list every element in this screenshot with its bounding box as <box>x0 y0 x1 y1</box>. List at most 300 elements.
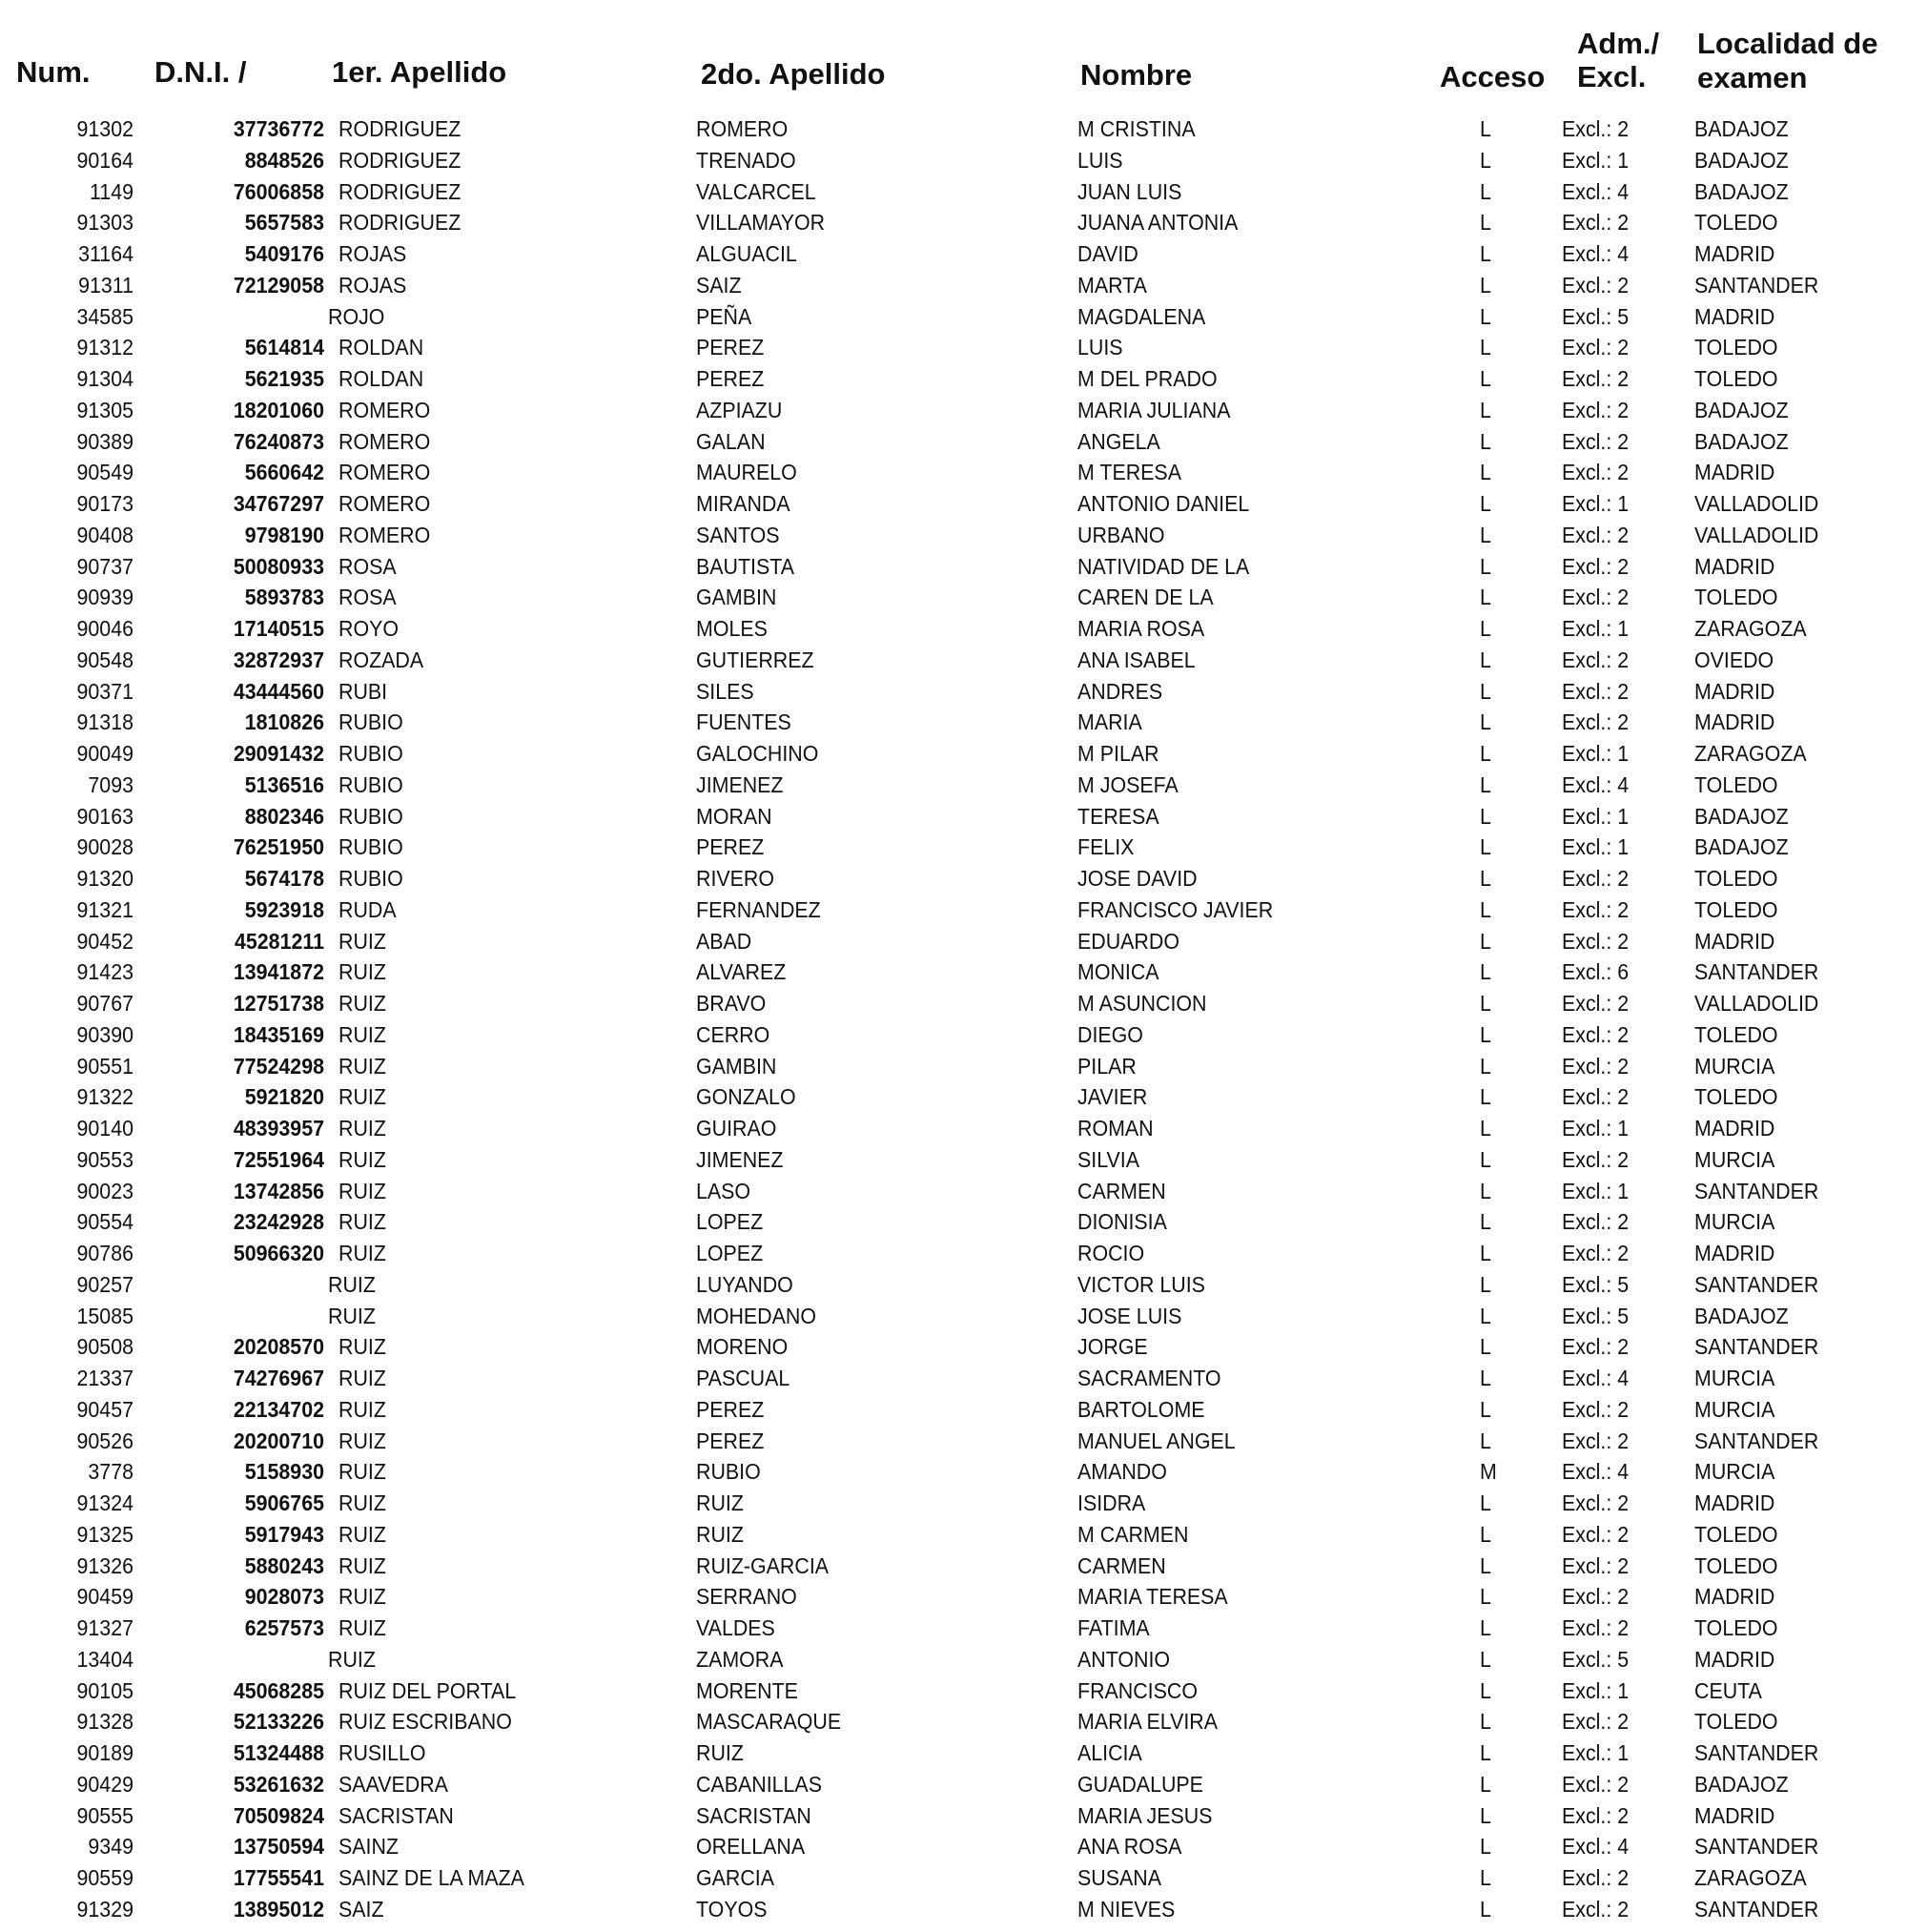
row-apellido1: RUIZ <box>338 991 386 1016</box>
row-adm-excl: Excl.: 2 <box>1562 678 1630 704</box>
row-apellido1: SAIZ <box>338 1896 384 1922</box>
table-row <box>0 707 1907 737</box>
row-acceso: L <box>1480 1366 1491 1390</box>
row-nombre: URBANO <box>1077 522 1165 547</box>
table-row <box>0 270 1907 300</box>
row-localidad: VALLADOLID <box>1694 491 1819 516</box>
table-row <box>0 613 1907 644</box>
row-adm-excl: Excl.: 2 <box>1562 116 1630 141</box>
row-localidad: SANTANDER <box>1694 272 1819 298</box>
row-apellido1: SACRISTAN <box>338 1802 454 1828</box>
row-apellido1: ROZADA <box>338 647 424 672</box>
row-adm-excl: Excl.: 2 <box>1562 428 1630 454</box>
row-acceso: L <box>1480 116 1491 141</box>
row-nombre: M NIEVES <box>1077 1896 1176 1922</box>
row-num: 91329 <box>76 1896 133 1922</box>
row-acceso: L <box>1480 1584 1491 1610</box>
row-num: 90737 <box>76 553 133 579</box>
row-localidad: TOLEDO <box>1694 1615 1778 1640</box>
row-apellido2: MORAN <box>696 803 772 829</box>
row-dni: 23242928 <box>233 1209 324 1235</box>
row-dni: 48393957 <box>233 1116 324 1141</box>
table-row <box>0 395 1907 425</box>
row-dni: 72129058 <box>233 272 324 298</box>
row-num: 90023 <box>76 1178 133 1203</box>
row-adm-excl: Excl.: 4 <box>1562 771 1630 797</box>
row-apellido2: SAIZ <box>696 272 742 298</box>
row-dni: 8848526 <box>244 147 324 173</box>
table-row <box>0 1488 1907 1518</box>
row-dni: 20200710 <box>233 1428 324 1453</box>
row-localidad: BADAJOZ <box>1694 1771 1789 1797</box>
table-row <box>0 582 1907 612</box>
table-row <box>0 1456 1907 1487</box>
row-adm-excl: Excl.: 2 <box>1562 866 1630 891</box>
row-acceso: L <box>1480 1709 1491 1735</box>
table-row <box>0 301 1907 332</box>
row-apellido2: MASCARAQUE <box>696 1709 842 1735</box>
row-nombre: NATIVIDAD DE LA <box>1077 553 1250 579</box>
row-localidad: VALLADOLID <box>1694 522 1819 547</box>
row-nombre: ANTONIO <box>1077 1646 1171 1672</box>
row-apellido2: PASCUAL <box>696 1366 790 1390</box>
row-nombre: PILAR <box>1077 1053 1137 1079</box>
row-acceso: L <box>1480 1303 1491 1328</box>
row-num: 91328 <box>76 1709 133 1735</box>
row-num: 3778 <box>88 1459 133 1485</box>
row-dni: 5621935 <box>244 366 324 391</box>
row-adm-excl: Excl.: 1 <box>1562 803 1630 829</box>
row-apellido2: JIMENEZ <box>696 771 784 797</box>
row-apellido1: RUIZ <box>338 1521 386 1547</box>
row-adm-excl: Excl.: 2 <box>1562 1146 1630 1172</box>
table-row <box>0 1706 1907 1737</box>
row-num: 90554 <box>76 1209 133 1235</box>
row-acceso: L <box>1480 803 1491 829</box>
row-adm-excl: Excl.: 2 <box>1562 1209 1630 1235</box>
row-acceso: L <box>1480 616 1491 641</box>
row-apellido2: AZPIAZU <box>696 397 783 422</box>
table-row <box>0 1769 1907 1799</box>
row-nombre: ANA ROSA <box>1077 1834 1182 1860</box>
row-apellido1: ROMERO <box>338 397 431 422</box>
row-apellido2: SANTOS <box>696 522 780 547</box>
row-nombre: MARTA <box>1077 272 1147 298</box>
row-adm-excl: Excl.: 4 <box>1562 1834 1630 1860</box>
row-acceso: L <box>1480 1209 1491 1235</box>
row-acceso: L <box>1480 959 1491 985</box>
row-acceso: L <box>1480 709 1491 735</box>
table-row <box>0 645 1907 675</box>
row-apellido2: RUBIO <box>696 1459 761 1485</box>
row-acceso: L <box>1480 1146 1491 1172</box>
row-dni: 77524298 <box>233 1053 324 1079</box>
row-nombre: ANGELA <box>1077 428 1160 454</box>
row-apellido2: LUYANDO <box>696 1271 793 1297</box>
row-dni: 5923918 <box>244 896 324 922</box>
row-apellido2: LOPEZ <box>696 1209 764 1235</box>
row-adm-excl: Excl.: 2 <box>1562 1584 1630 1610</box>
row-apellido2: LOPEZ <box>696 1241 764 1265</box>
row-nombre: MARIA TERESA <box>1077 1584 1228 1610</box>
row-acceso: L <box>1480 1521 1491 1547</box>
row-localidad: SANTANDER <box>1694 1428 1819 1453</box>
row-apellido2: TRENADO <box>696 147 796 173</box>
table-row <box>0 738 1907 769</box>
row-apellido1: RUIZ <box>328 1646 376 1672</box>
row-acceso: L <box>1480 771 1491 797</box>
row-apellido2: FUENTES <box>696 709 791 735</box>
row-apellido1: RUIZ <box>338 1178 386 1203</box>
row-localidad: TOLEDO <box>1694 866 1778 891</box>
row-dni: 5880243 <box>244 1552 324 1578</box>
row-acceso: L <box>1480 303 1491 329</box>
row-localidad: MADRID <box>1694 460 1775 485</box>
row-localidad: TOLEDO <box>1694 896 1778 922</box>
row-apellido1: RUIZ <box>338 1084 386 1110</box>
row-nombre: MARIA ROSA <box>1077 616 1205 641</box>
row-nombre: ISIDRA <box>1077 1490 1146 1515</box>
table-row <box>0 676 1907 707</box>
row-adm-excl: Excl.: 2 <box>1562 709 1630 735</box>
row-adm-excl: Excl.: 2 <box>1562 585 1630 610</box>
row-apellido1: ROMERO <box>338 491 431 516</box>
row-dni: 13941872 <box>233 959 324 985</box>
table-row <box>0 176 1907 207</box>
table-row <box>0 551 1907 582</box>
row-num: 90389 <box>76 428 133 454</box>
row-localidad: TOLEDO <box>1694 210 1778 236</box>
row-localidad: MADRID <box>1694 303 1775 329</box>
row-acceso: L <box>1480 522 1491 547</box>
table-row <box>0 332 1907 362</box>
table-row <box>0 1675 1907 1706</box>
row-acceso: L <box>1480 1646 1491 1672</box>
row-nombre: ANDRES <box>1077 678 1163 704</box>
row-dni: 34767297 <box>233 491 324 516</box>
row-nombre: FELIX <box>1077 834 1135 860</box>
row-num: 90408 <box>76 522 133 547</box>
row-num: 91311 <box>78 272 133 298</box>
row-adm-excl: Excl.: 5 <box>1562 303 1630 329</box>
row-apellido2: MORENO <box>696 1334 789 1360</box>
row-apellido2: BRAVO <box>696 991 767 1016</box>
row-dni: 18201060 <box>233 397 324 422</box>
row-apellido1: ROSA <box>338 553 397 579</box>
row-acceso: L <box>1480 1490 1491 1515</box>
row-localidad: MURCIA <box>1694 1366 1775 1390</box>
row-adm-excl: Excl.: 2 <box>1562 1490 1630 1515</box>
row-localidad: BADAJOZ <box>1694 1303 1789 1328</box>
row-num: 91325 <box>76 1521 133 1547</box>
row-acceso: L <box>1480 428 1491 454</box>
row-apellido2: GUTIERREZ <box>696 647 814 672</box>
row-acceso: L <box>1480 335 1491 360</box>
row-apellido2: FERNANDEZ <box>696 896 821 922</box>
row-num: 7093 <box>88 771 133 797</box>
row-acceso: L <box>1480 1771 1491 1797</box>
row-apellido2: GALOCHINO <box>696 741 819 766</box>
row-apellido1: ROLDAN <box>338 335 424 360</box>
row-adm-excl: Excl.: 2 <box>1562 1771 1630 1797</box>
row-apellido2: RUIZ <box>696 1490 744 1515</box>
row-num: 91320 <box>76 866 133 891</box>
row-nombre: BARTOLOME <box>1077 1396 1205 1422</box>
row-num: 90390 <box>76 1021 133 1047</box>
row-apellido2: MOHEDANO <box>696 1303 816 1328</box>
row-apellido1: ROMERO <box>338 522 431 547</box>
row-localidad: MURCIA <box>1694 1396 1775 1422</box>
row-apellido2: VILLAMAYOR <box>696 210 826 236</box>
row-dni: 45068285 <box>233 1677 324 1703</box>
row-acceso: L <box>1480 1084 1491 1110</box>
row-nombre: SILVIA <box>1077 1146 1139 1172</box>
row-nombre: ROMAN <box>1077 1116 1154 1141</box>
table-row <box>0 488 1907 519</box>
row-localidad: ZARAGOZA <box>1694 741 1807 766</box>
row-num: 90173 <box>76 491 133 516</box>
row-apellido2: ROMERO <box>696 116 789 141</box>
row-apellido1: RUIZ <box>338 1053 386 1079</box>
row-apellido2: RUIZ-GARCIA <box>696 1552 830 1578</box>
row-adm-excl: Excl.: 2 <box>1562 1896 1630 1922</box>
table-row <box>0 1176 1907 1206</box>
row-dni: 8802346 <box>244 803 324 829</box>
row-acceso: L <box>1480 1740 1491 1765</box>
row-acceso: L <box>1480 1241 1491 1265</box>
row-apellido2: RIVERO <box>696 866 775 891</box>
row-acceso: L <box>1480 1053 1491 1079</box>
table-row <box>0 426 1907 457</box>
row-nombre: M TERESA <box>1077 460 1181 485</box>
row-acceso: L <box>1480 866 1491 891</box>
row-localidad: MADRID <box>1694 1802 1775 1828</box>
row-adm-excl: Excl.: 2 <box>1562 522 1630 547</box>
row-apellido1: RODRIGUEZ <box>338 210 461 236</box>
row-acceso: M <box>1480 1459 1497 1485</box>
row-num: 90257 <box>76 1271 133 1297</box>
row-localidad: BADAJOZ <box>1694 834 1789 860</box>
row-num: 90548 <box>76 647 133 672</box>
row-apellido2: GALAN <box>696 428 766 454</box>
row-apellido2: BAUTISTA <box>696 553 795 579</box>
row-nombre: M PILAR <box>1077 741 1159 766</box>
row-localidad: TOLEDO <box>1694 335 1778 360</box>
row-apellido1: RUIZ <box>338 959 386 985</box>
row-adm-excl: Excl.: 5 <box>1562 1271 1630 1297</box>
row-num: 90767 <box>76 991 133 1016</box>
row-apellido2: ALVAREZ <box>696 959 787 985</box>
row-apellido1: RODRIGUEZ <box>338 147 461 173</box>
row-localidad: MADRID <box>1694 241 1775 266</box>
header-adm-line1: Adm./ <box>1577 27 1660 60</box>
row-acceso: L <box>1480 1428 1491 1453</box>
row-apellido1: RUIZ <box>338 1146 386 1172</box>
row-localidad: BADAJOZ <box>1694 178 1789 204</box>
row-adm-excl: Excl.: 2 <box>1562 397 1630 422</box>
table-row <box>0 1519 1907 1550</box>
header-localidad-line2: examen <box>1697 61 1808 94</box>
row-acceso: L <box>1480 585 1491 610</box>
row-adm-excl: Excl.: 2 <box>1562 1615 1630 1640</box>
row-apellido1: RUBIO <box>338 771 403 797</box>
row-acceso: L <box>1480 1677 1491 1703</box>
row-apellido2: SILES <box>696 678 754 704</box>
row-num: 91302 <box>76 116 133 141</box>
row-localidad: TOLEDO <box>1694 1521 1778 1547</box>
row-nombre: MARIA ELVIRA <box>1077 1709 1219 1735</box>
row-apellido1: ROJAS <box>338 272 407 298</box>
row-localidad: BADAJOZ <box>1694 116 1789 141</box>
row-localidad: BADAJOZ <box>1694 397 1789 422</box>
row-adm-excl: Excl.: 5 <box>1562 1303 1630 1328</box>
header-acceso: Acceso <box>1440 60 1546 93</box>
row-dni: 37736772 <box>233 116 324 141</box>
row-nombre: VICTOR LUIS <box>1077 1271 1205 1297</box>
row-apellido2: PEREZ <box>696 366 765 391</box>
row-nombre: LUIS <box>1077 147 1123 173</box>
row-localidad: MADRID <box>1694 928 1775 954</box>
row-nombre: SACRAMENTO <box>1077 1366 1221 1390</box>
row-dni: 76240873 <box>233 428 324 454</box>
row-localidad: MADRID <box>1694 1584 1775 1610</box>
table-row <box>0 1051 1907 1081</box>
row-nombre: M ASUNCION <box>1077 991 1207 1016</box>
row-adm-excl: Excl.: 2 <box>1562 1084 1630 1110</box>
row-num: 13404 <box>76 1646 133 1672</box>
row-num: 91303 <box>76 210 133 236</box>
row-acceso: L <box>1480 460 1491 485</box>
row-num: 91326 <box>76 1552 133 1578</box>
row-apellido1: RUIZ <box>338 1021 386 1047</box>
row-localidad: TOLEDO <box>1694 771 1778 797</box>
row-apellido2: LASO <box>696 1178 751 1203</box>
row-dni: 5921820 <box>244 1084 324 1110</box>
row-apellido1: RUIZ <box>338 1366 386 1390</box>
row-localidad: MADRID <box>1694 1646 1775 1672</box>
table-row <box>0 113 1907 144</box>
row-num: 90140 <box>76 1116 133 1141</box>
row-num: 91318 <box>76 709 133 735</box>
row-adm-excl: Excl.: 6 <box>1562 959 1630 985</box>
row-apellido2: GONZALO <box>696 1084 796 1110</box>
row-dni: 5614814 <box>244 335 324 360</box>
table-row <box>0 1144 1907 1175</box>
row-num: 90049 <box>76 741 133 766</box>
row-num: 91304 <box>76 366 133 391</box>
row-nombre: JOSE LUIS <box>1077 1303 1182 1328</box>
row-apellido2: RUIZ <box>696 1521 744 1547</box>
header-apellido2: 2do. Apellido <box>701 57 886 91</box>
row-num: 90526 <box>76 1428 133 1453</box>
row-apellido2: ZAMORA <box>696 1646 784 1672</box>
row-adm-excl: Excl.: 1 <box>1562 1116 1630 1141</box>
row-dni: 50966320 <box>233 1241 324 1265</box>
row-apellido1: RUIZ <box>338 1116 386 1141</box>
row-adm-excl: Excl.: 1 <box>1562 834 1630 860</box>
row-dni: 20208570 <box>233 1334 324 1360</box>
table-row <box>0 1581 1907 1612</box>
row-dni: 13742856 <box>233 1178 324 1203</box>
header-adm-line2: Excl. <box>1577 60 1647 93</box>
table-row <box>0 1081 1907 1112</box>
row-localidad: SANTANDER <box>1694 959 1819 985</box>
row-acceso: L <box>1480 647 1491 672</box>
row-dni: 9798190 <box>244 522 324 547</box>
row-dni: 45281211 <box>234 928 324 954</box>
row-apellido2: ABAD <box>696 928 752 954</box>
row-adm-excl: Excl.: 2 <box>1562 335 1630 360</box>
row-dni: 13895012 <box>233 1896 324 1922</box>
row-num: 91322 <box>76 1084 133 1110</box>
row-acceso: L <box>1480 741 1491 766</box>
row-localidad: TOLEDO <box>1694 1552 1778 1578</box>
row-acceso: L <box>1480 178 1491 204</box>
row-num: 9349 <box>88 1834 133 1860</box>
table-row <box>0 363 1907 394</box>
row-localidad: MADRID <box>1694 1116 1775 1141</box>
table-row <box>0 145 1907 175</box>
header-num: Num. <box>16 55 91 89</box>
row-num: 91305 <box>76 397 133 422</box>
row-localidad: MURCIA <box>1694 1459 1775 1485</box>
row-nombre: M JOSEFA <box>1077 771 1179 797</box>
row-apellido2: ALGUACIL <box>696 241 797 266</box>
row-num: 90551 <box>76 1053 133 1079</box>
row-nombre: FRANCISCO JAVIER <box>1077 896 1274 922</box>
row-nombre: MAGDALENA <box>1077 303 1206 329</box>
row-num: 91324 <box>76 1490 133 1515</box>
row-localidad: OVIEDO <box>1694 647 1774 672</box>
row-nombre: MARIA JULIANA <box>1077 397 1231 422</box>
row-adm-excl: Excl.: 1 <box>1562 147 1630 173</box>
row-apellido2: PEREZ <box>696 1428 765 1453</box>
row-apellido1: RUDA <box>338 896 397 922</box>
table-row <box>0 1426 1907 1456</box>
row-acceso: L <box>1480 1802 1491 1828</box>
row-localidad: MADRID <box>1694 678 1775 704</box>
row-localidad: SANTANDER <box>1694 1178 1819 1203</box>
row-nombre: DIEGO <box>1077 1021 1143 1047</box>
table-row <box>0 1269 1907 1300</box>
row-nombre: M CRISTINA <box>1077 116 1196 141</box>
row-apellido2: VALDES <box>696 1615 775 1640</box>
row-dni: 17140515 <box>233 616 324 641</box>
row-localidad: SANTANDER <box>1694 1740 1819 1765</box>
row-localidad: MADRID <box>1694 709 1775 735</box>
row-nombre: AMANDO <box>1077 1459 1167 1485</box>
row-adm-excl: Excl.: 2 <box>1562 1552 1630 1578</box>
row-apellido2: PEREZ <box>696 1396 765 1422</box>
row-acceso: L <box>1480 491 1491 516</box>
row-num: 90371 <box>76 678 133 704</box>
row-apellido2: RUIZ <box>696 1740 744 1765</box>
row-adm-excl: Excl.: 2 <box>1562 210 1630 236</box>
header-localidad-line1: Localidad de <box>1697 27 1878 60</box>
row-localidad: TOLEDO <box>1694 585 1778 610</box>
row-nombre: JORGE <box>1077 1334 1148 1360</box>
row-acceso: L <box>1480 397 1491 422</box>
row-adm-excl: Excl.: 2 <box>1562 460 1630 485</box>
row-localidad: TOLEDO <box>1694 1084 1778 1110</box>
row-nombre: JOSE DAVID <box>1077 866 1198 891</box>
row-num: 90046 <box>76 616 133 641</box>
row-localidad: MADRID <box>1694 553 1775 579</box>
row-apellido1: RUBIO <box>338 741 403 766</box>
row-num: 90429 <box>76 1771 133 1797</box>
row-localidad: TOLEDO <box>1694 366 1778 391</box>
row-dni: 5893783 <box>244 585 324 610</box>
